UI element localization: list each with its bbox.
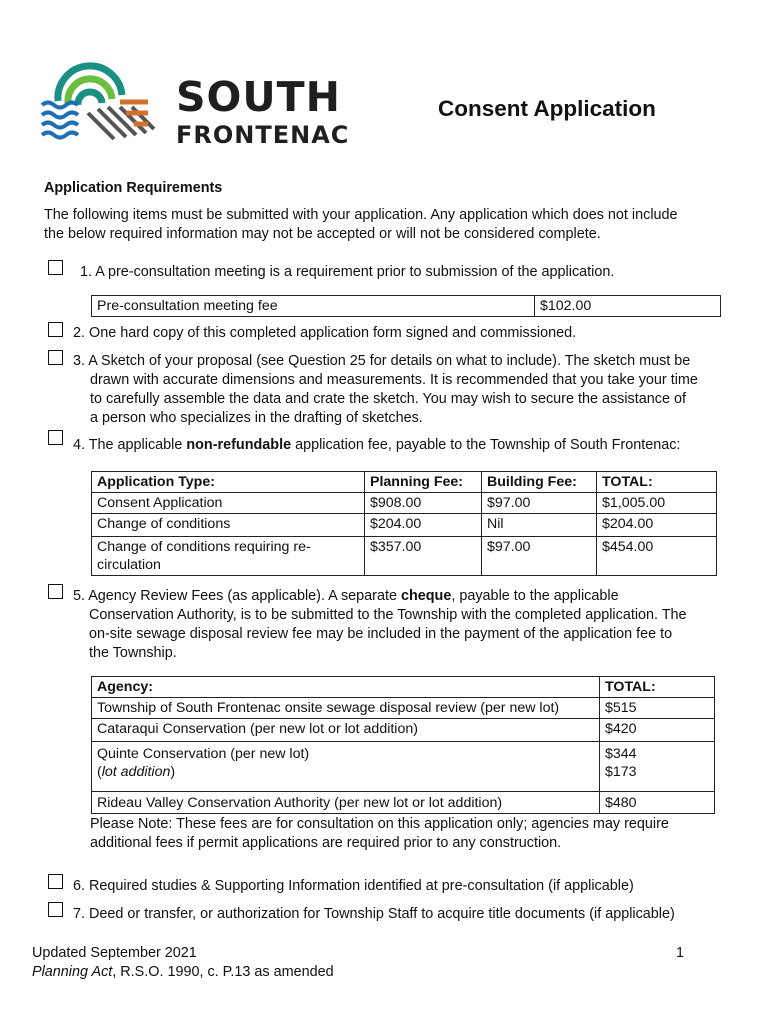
fee-row3-line1: Change of conditions requiring re-: [97, 539, 311, 555]
logo-word-frontenac: FRONTENAC: [176, 121, 350, 149]
table-row: [92, 537, 717, 576]
item-5-line-4: the Township.: [89, 645, 177, 661]
fee-cell: $454.00: [597, 537, 717, 576]
preconsult-fee-table: [91, 295, 721, 317]
checkbox-item-1[interactable]: [48, 260, 63, 275]
fee-header-type: Application Type:: [92, 472, 365, 493]
fee-row3-line2: circulation: [97, 557, 161, 573]
logo-word-south: SOUTH: [176, 73, 341, 121]
agency-header: Agency:: [92, 677, 600, 698]
agency-fee-table: [91, 676, 715, 814]
item-5-pre: 5. Agency Review Fees (as applicable). A separate: [73, 588, 401, 604]
application-fee-table: [91, 471, 717, 576]
footer: [32, 944, 334, 982]
item-5-line-2: Conservation Authority, is to be submitted to the Township with the completed application. The: [89, 607, 687, 623]
fee-header-planning: Planning Fee:: [365, 472, 482, 493]
logo-mark-icon: [40, 55, 170, 147]
agency-cell: Rideau Valley Conservation Authority (per new lot or lot addition): [92, 792, 600, 814]
intro-line-1: The following items must be submitted with your application. Any application which does not include: [44, 207, 678, 223]
item-7-text: 7. Deed or transfer, or authorization for Township Staff to acquire title documents (if applicable): [73, 906, 675, 922]
preconsult-label: Pre-consultation meeting fee: [92, 296, 535, 317]
agency-cell: [600, 742, 715, 792]
quinte-value-1: $344: [605, 746, 637, 762]
quinte-line-2: [97, 763, 594, 781]
requirements-intro: [44, 206, 678, 244]
fee-cell: $204.00: [597, 514, 717, 537]
intro-line-2: the below required information may not be accepted or will not be considered complete.: [44, 226, 601, 242]
note-line-1: Please Note: These fees are for consultation on this application only; agencies may require: [90, 816, 669, 832]
preconsult-value: $102.00: [535, 296, 721, 317]
south-frontenac-logo: [40, 55, 360, 147]
quinte-value-2: $173: [605, 764, 637, 780]
agency-cell: $480: [600, 792, 715, 814]
page-number: 1: [676, 945, 685, 961]
fee-cell: $1,005.00: [597, 493, 717, 514]
item-3-line-4: a person who specializes in the drafting of sketches.: [90, 410, 423, 426]
fee-cell: $204.00: [365, 514, 482, 537]
item-3-line-3: to carefully assemble the data and crate the sketch. You may wish to secure the assistance of: [90, 391, 686, 407]
agency-cell: Township of South Frontenac onsite sewage disposal review (per new lot): [92, 698, 600, 719]
page-title: Consent Application: [438, 96, 656, 121]
table-row: [92, 742, 715, 792]
fee-cell: $97.00: [482, 493, 597, 514]
footer-act-rest: , R.S.O. 1990, c. P.13 as amended: [112, 964, 334, 980]
note-line-2: additional fees if permit applications are required prior to any construction.: [90, 835, 562, 851]
table-row: [92, 514, 717, 537]
fee-cell: [92, 537, 365, 576]
checkbox-item-5[interactable]: [48, 584, 63, 599]
footer-updated: Updated September 2021: [32, 945, 197, 961]
item-3-line-2: drawn with accurate dimensions and measurements. It is recommended that you take your time: [90, 372, 698, 388]
table-header-row: [92, 472, 717, 493]
footer-act-italic: Planning Act: [32, 964, 113, 980]
item-6-text: 6. Required studies & Supporting Information identified at pre-consultation (if applicable): [73, 878, 634, 894]
fee-cell: Nil: [482, 514, 597, 537]
item-3-text: [73, 352, 698, 428]
item-1-text: 1. A pre-consultation meeting is a requirement prior to submission of the application.: [80, 264, 615, 280]
fee-cell: Consent Application: [92, 493, 365, 514]
checkbox-item-2[interactable]: [48, 322, 63, 337]
agency-cell: $515: [600, 698, 715, 719]
table-row: [92, 698, 715, 719]
agency-total-header: TOTAL:: [600, 677, 715, 698]
item-5-text: [73, 587, 687, 663]
table-row: [92, 719, 715, 742]
checkbox-item-7[interactable]: [48, 902, 63, 917]
item-5-post: , payable to the applicable: [451, 588, 619, 604]
checkbox-item-4[interactable]: [48, 430, 63, 445]
fee-cell: $357.00: [365, 537, 482, 576]
quinte-lot-addition: lot addition: [101, 764, 171, 780]
checkbox-item-6[interactable]: [48, 874, 63, 889]
fee-cell: $97.00: [482, 537, 597, 576]
checkbox-item-3[interactable]: [48, 350, 63, 365]
item-5-line-3: on-site sewage disposal review fee may be included in the payment of the application fee to: [89, 626, 673, 642]
fee-header-building: Building Fee:: [482, 472, 597, 493]
item-5-line-1: [73, 587, 687, 606]
agency-cell: [92, 742, 600, 792]
table-row: [92, 792, 715, 814]
item-2-text: 2. One hard copy of this completed application form signed and commissioned.: [73, 325, 577, 341]
fee-cell: $908.00: [365, 493, 482, 514]
requirements-heading: Application Requirements: [44, 180, 223, 196]
quinte-paren-open: (: [97, 764, 102, 780]
fee-note: [90, 815, 669, 853]
fee-cell: Change of conditions: [92, 514, 365, 537]
item-4-pre: 4. The applicable: [73, 437, 187, 453]
agency-cell: Cataraqui Conservation (per new lot or lot addition): [92, 719, 600, 742]
table-header-row: [92, 677, 715, 698]
item-4-post: application fee, payable to the Township of South Frontenac:: [291, 437, 681, 453]
quinte-line-1: Quinte Conservation (per new lot): [97, 746, 310, 762]
quinte-paren-close: ): [170, 764, 176, 780]
item-4-bold: non-refundable: [186, 437, 292, 453]
item-3-line-1: 3. A Sketch of your proposal (see Question 25 for details on what to include). The sketch must be: [73, 353, 691, 369]
agency-cell: $420: [600, 719, 715, 742]
footer-act: [32, 963, 334, 982]
item-5-bold: cheque: [400, 588, 452, 604]
item-4-text: [73, 436, 680, 455]
table-row: [92, 493, 717, 514]
table-row: [92, 296, 721, 317]
fee-header-total: TOTAL:: [597, 472, 717, 493]
